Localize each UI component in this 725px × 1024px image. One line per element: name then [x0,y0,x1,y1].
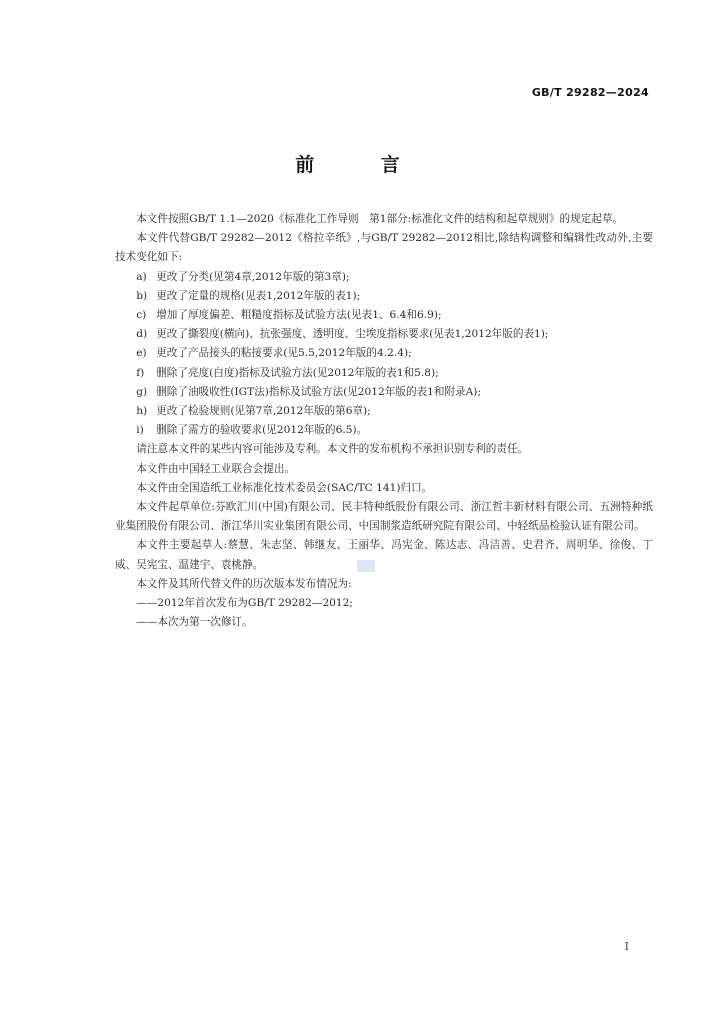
list-marker: a) [136,270,147,283]
list-marker: d) [136,328,148,341]
list-item [115,306,653,325]
centralized-by-paragraph: 本文件由全国造纸工业标准化技术委员会(SAC/TC 141)归口。 [136,481,433,494]
patent-notice: 请注意本文件的某些内容可能涉及专利。本文件的发布机构不承担识别专利的责任。 [136,443,529,456]
page-title: 前 言 [295,154,430,176]
list-text: 更改了产品接头的粘接要求(见5.5,2012年版的4.2.4); [156,347,412,360]
list-item [115,325,653,344]
changes-list [115,268,653,441]
list-item [115,402,653,421]
history-item: ——本次为第一次修订。 [136,616,253,629]
drafting-units-paragraph: 本文件起草单位:芬欧汇川(中国)有限公司、民丰特种纸股份有限公司、浙江哲丰新材料有限公司、五洲特种纸业集团股份有限公司、浙江华川实业集团有限公司、中国制浆造纸研究院有限公司、中轻纸品检验认证有限公司。 [115,501,653,533]
list-marker: e) [136,347,147,360]
list-item [115,383,653,402]
list-item [115,421,653,440]
list-text: 更改了分类(见第4章,2012年版的第3章); [156,270,350,283]
list-marker: c) [136,309,147,322]
foreword-body [115,210,653,632]
history-intro-paragraph: 本文件及其所代替文件的历次版本发布情况为: [136,577,352,590]
list-text: 删除了油吸收性(IGT法)指标及试验方法(见2012年版的表1和附录A); [156,385,482,398]
list-marker: b) [136,289,148,302]
intro-paragraph: 本文件按照GB/T 1.1—2020《标准化工作导则 第1部分:标准化文件的结构和起草规则》的规定起草。 [136,213,624,225]
list-item [115,364,653,383]
list-text: 删除了需方的验收要求(见2012年版的6.5)。 [156,424,368,437]
list-marker: f) [136,366,145,379]
list-item [115,268,653,287]
list-item [115,287,653,306]
list-text: 更改了撕裂度(横向)、抗张强度、透明度、尘埃度指标要求(见表1,2012年版的表1); [156,328,549,341]
list-text: 增加了厚度偏差、粗糙度指标及试验方法(见表1、6.4和6.9); [156,309,442,322]
list-text: 删除了亮度(白度)指标及试验方法(见2012年版的表1和5.8); [156,366,439,379]
list-item [115,344,653,363]
drafters-paragraph: 本文件主要起草人:蔡慧、朱志坚、韩继友、王丽华、冯宪金、陈达志、冯洁善、史君齐、周明华、徐俊、丁威、吴宪宝、温建宇、袁桃静。 [115,539,653,571]
history-item: ——2012年首次发布为GB/T 29282—2012; [136,597,353,610]
list-marker: i) [136,424,144,437]
list-marker: g) [136,385,148,398]
intro-paragraph: 本文件代替GB/T 29282—2012《格拉辛纸》,与GB/T 29282—2012相比,除结构调整和编辑性改动外,主要技术变化如下: [115,232,653,264]
list-text: 更改了检验规则(见第7章,2012年版的第6章); [156,405,371,418]
proposer-paragraph: 本文件由中国轻工业联合会提出。 [136,462,296,475]
page-number: I [624,940,629,953]
list-marker: h) [136,405,148,418]
watermark-mark [357,560,375,572]
list-text: 更改了定量的规格(见表1,2012年版的表1); [156,289,361,302]
standard-code: GB/T 29282—2024 [531,86,649,99]
